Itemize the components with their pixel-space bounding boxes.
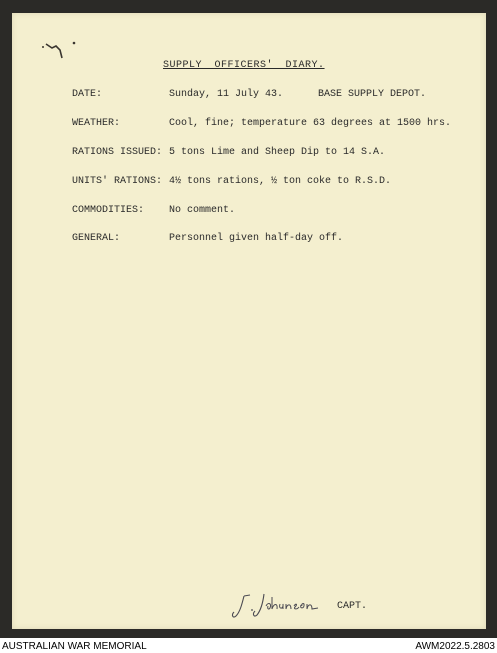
footer-institution: AUSTRALIAN WAR MEMORIAL — [2, 641, 147, 652]
field-label: RATIONS ISSUED: — [72, 147, 163, 158]
depot-name: BASE SUPPLY DEPOT. — [318, 89, 427, 100]
field-value: 4½ tons rations, ½ ton coke to R.S.D. — [169, 176, 392, 187]
field-value: Cool, fine; temperature 63 degrees at 1500 hrs. — [169, 118, 452, 129]
field-value: 5 tons Lime and Sheep Dip to 14 S.A. — [169, 147, 386, 158]
field-label: DATE: — [72, 89, 103, 100]
field-label: GENERAL: — [72, 233, 121, 244]
handwritten-signature — [230, 588, 330, 622]
paper-blemish — [40, 38, 80, 64]
field-label: COMMODITIES: — [72, 205, 145, 216]
field-value: Sunday, 11 July 43. — [169, 89, 284, 100]
rank-label: CAPT. — [337, 601, 368, 612]
field-label: WEATHER: — [72, 118, 121, 129]
field-value: Personnel given half-day off. — [169, 233, 344, 244]
footer-accession-number: AWM2022.5.2803 — [415, 641, 495, 652]
paper-sheet — [12, 13, 486, 629]
document-title: SUPPLY OFFICERS' DIARY. — [163, 60, 325, 71]
field-label: UNITS' RATIONS: — [72, 176, 163, 187]
field-value: No comment. — [169, 205, 236, 216]
